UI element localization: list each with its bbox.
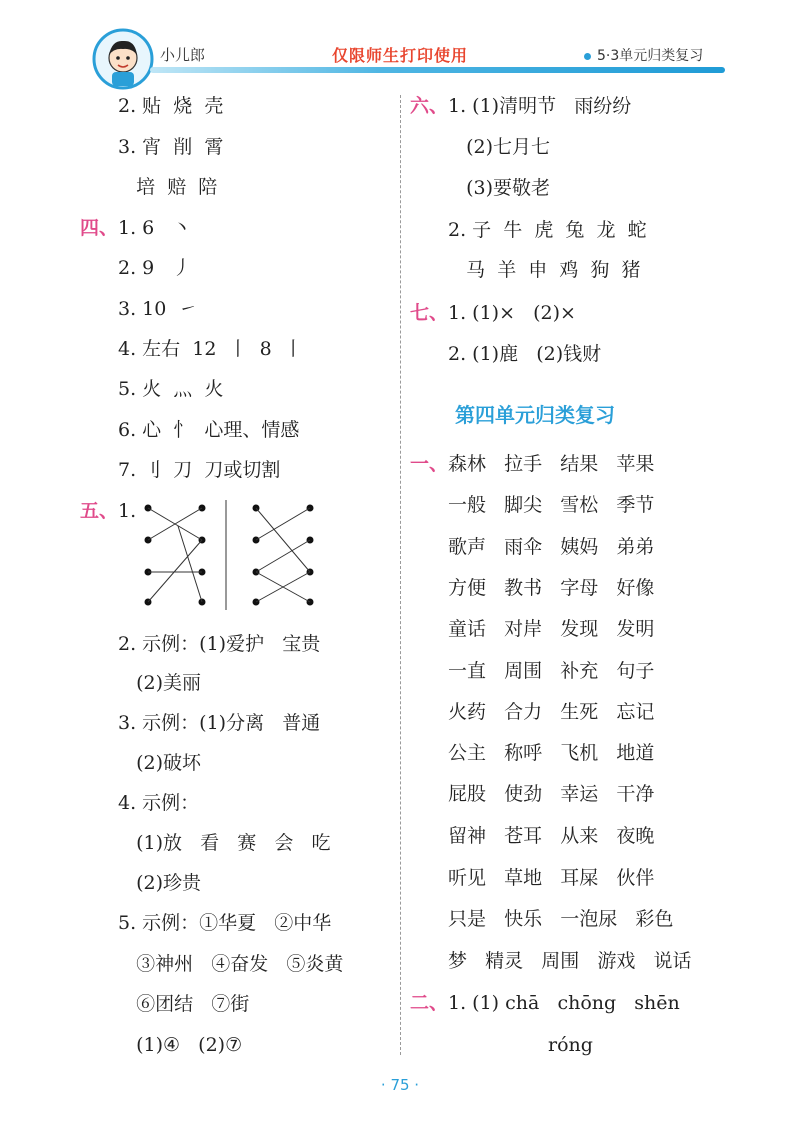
answer-line: róng	[548, 1034, 593, 1056]
section-number: 六、	[410, 95, 449, 117]
print-watermark: 仅限师生打印使用	[332, 46, 469, 65]
column-divider	[400, 95, 401, 1055]
answer-line: 只是 快乐 一泡尿 彩色	[448, 908, 674, 930]
answer-line: 2. 9 丿	[118, 257, 192, 279]
answer-line: 一直 周围 补充 句子	[448, 660, 655, 682]
answer-line: 3. 示例：(1)分离 普通	[118, 712, 321, 734]
answer-line: 2. (1)鹿 (2)钱财	[448, 343, 602, 365]
page-number: · 75 ·	[380, 1076, 420, 1094]
answer-line: 火药 合力 生死 忘记	[448, 701, 655, 723]
answer-line: 马 羊 申 鸡 狗 猪	[448, 259, 641, 281]
answer-line: 留神 苍耳 从来 夜晚	[448, 825, 655, 847]
answer-line: 公主 称呼 飞机 地道	[448, 742, 655, 764]
answer-line: ⑥团结 ⑦街	[118, 993, 250, 1015]
answer-line: 1.	[118, 500, 137, 522]
answer-line: 森林 拉手 结果 苹果	[448, 453, 655, 475]
answer-line: (2)美丽	[118, 672, 202, 694]
answer-line: 3. 10 ㇀	[118, 298, 198, 320]
section-title: 5·3单元归类复习	[597, 48, 704, 64]
section-number: 二、	[410, 992, 449, 1014]
answer-line: 听见 草地 耳屎 伙伴	[448, 867, 655, 889]
answer-line: 7. 刂 刀 刀或切割	[118, 459, 281, 481]
answer-line: 5. 火 灬 火	[118, 378, 224, 400]
answer-line: 2. 子 牛 虎 兔 龙 蛇	[448, 219, 647, 241]
section-number: 五、	[80, 500, 119, 522]
answer-line: 屁股 使劲 幸运 干净	[448, 783, 655, 805]
answer-line: (1)④ (2)⑦	[118, 1034, 243, 1056]
section-tag	[584, 45, 703, 65]
answer-line: (3)要敬老	[448, 177, 551, 199]
section-number: 七、	[410, 302, 449, 324]
answer-line: 培 赔 陪	[118, 176, 218, 198]
answer-line: 5. 示例：①华夏 ②中华	[118, 912, 332, 934]
answer-line: 方便 教书 字母 好像	[448, 577, 655, 599]
page-header	[0, 0, 800, 95]
answer-line: 1. (1)清明节 雨纷纷	[448, 95, 632, 117]
answer-line: 3. 宵 削 霄	[118, 136, 224, 158]
answer-line: 1. (1) chā chōng shēn	[448, 992, 680, 1014]
bullet-dot-icon	[584, 53, 591, 60]
boy-mascot-icon	[92, 28, 154, 90]
answer-line: 2. 示例：(1)爱护 宝贵	[118, 633, 321, 655]
answer-line: 一般 脚尖 雪松 季节	[448, 494, 655, 516]
answer-line: 1. (1)× (2)×	[448, 302, 576, 324]
brand-name: 小儿郎	[160, 46, 206, 64]
answer-line: 4. 示例：	[118, 792, 200, 814]
answer-line: 童话 对岸 发现 发明	[448, 618, 655, 640]
header-bar	[150, 67, 725, 73]
answer-line: 梦 精灵 周围 游戏 说话	[448, 950, 692, 972]
answer-line: (2)七月七	[448, 136, 551, 158]
section-number: 四、	[80, 217, 119, 239]
answer-line: 4. 左右 12 丨 8 丨	[118, 338, 303, 360]
answer-line: ③神州 ④奋发 ⑤炎黄	[118, 953, 344, 975]
answer-line: (2)珍贵	[118, 872, 202, 894]
answer-line: 2. 贴 烧 壳	[118, 95, 224, 117]
unit-title: 第四单元归类复习	[455, 403, 615, 427]
answer-line: (1)放 看 赛 会 吃	[118, 832, 331, 854]
section-number: 一、	[410, 453, 449, 475]
answer-line: (2)破坏	[118, 752, 202, 774]
answer-line: 6. 心 忄 心理、情感	[118, 419, 300, 441]
matching-lines-diagram	[140, 496, 330, 612]
answer-line: 歌声 雨伞 姨妈 弟弟	[448, 536, 655, 558]
answer-line: 1. 6 丶	[118, 217, 192, 239]
